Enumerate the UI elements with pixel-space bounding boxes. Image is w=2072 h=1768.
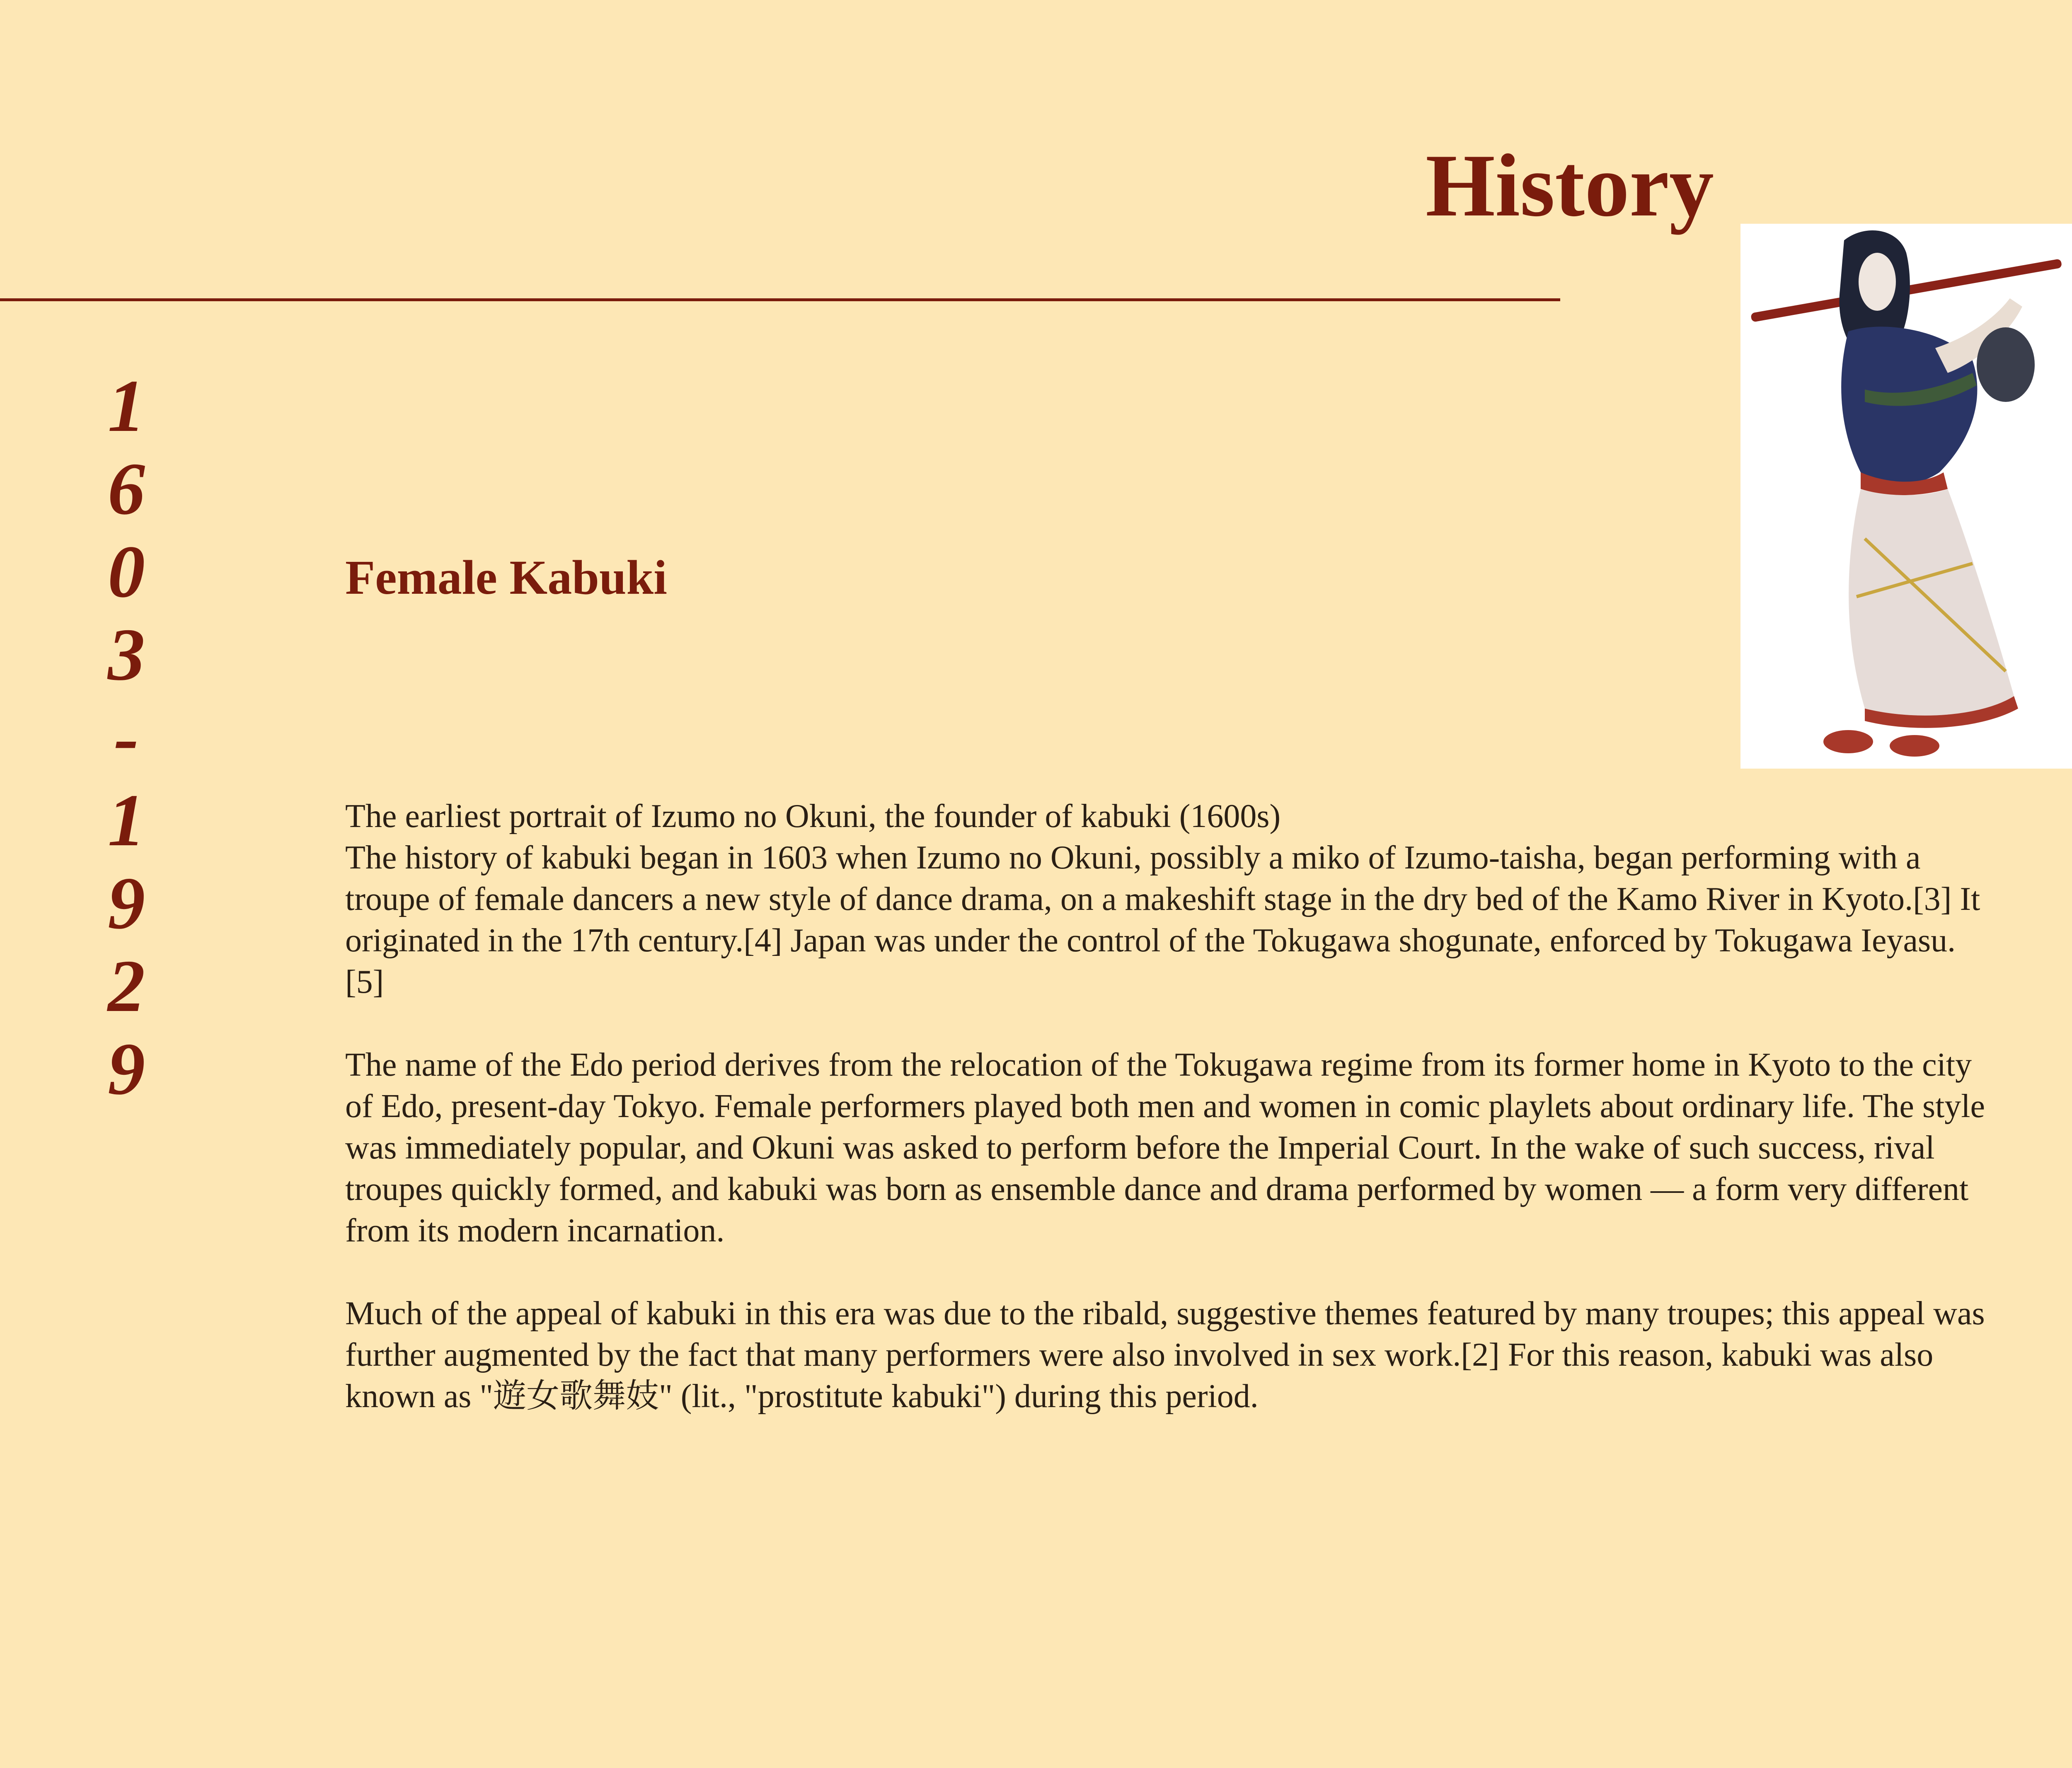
page-title: History xyxy=(1426,136,1714,235)
article-body xyxy=(345,796,1986,1458)
image-caption: The earliest portrait of Izumo no Okuni, the founder of kabuki (1600s) xyxy=(345,798,1281,834)
title-divider xyxy=(0,298,1560,301)
year-char: 9 xyxy=(108,1028,145,1110)
year-char: 3 xyxy=(108,613,145,696)
year-char: 6 xyxy=(108,447,145,530)
year-char: 0 xyxy=(108,530,145,613)
paragraph: The history of kabuki began in 1603 when Izumo no Okuni, possibly a miko of Izumo-taisha, began performing with a troupe of female dancers a new style of dance drama, on a makeshift stage in the dry bed of the Kamo River in Kyoto.[3] It originated in the 17th century.[4] Japan was under the control of the Tokugawa shogunate, enforced by Tokugawa Ieyasu.[5] xyxy=(345,839,1980,1000)
paragraph: The name of the Edo period derives from the relocation of the Tokugawa regime from its former home in Kyoto to the city of Edo, present-day Tokyo. Female performers played both men and women in comic playlets about ordinary life. The style was immediately popular, and Okuni was asked to perform before the Imperial Court. In the wake of such success, rival troupes quickly formed, and kabuki was born as ensemble dance and drama performed by women — a form very different from its modern incarnation. xyxy=(345,1047,1985,1249)
year-char: 2 xyxy=(108,945,145,1027)
year-range xyxy=(89,365,164,1110)
paragraph: Much of the appeal of kabuki in this era was due to the ribald, suggestive themes featured by many troupes; this appeal was further augmented by the fact that many performers were also involved in sex work.[2] For this reason, kabuki was also known as "遊女歌舞妓" (lit., "prostitute kabuki") during this period. xyxy=(345,1295,1985,1415)
year-char: 1 xyxy=(108,779,145,861)
year-char: 1 xyxy=(108,365,145,447)
year-char: 9 xyxy=(108,862,145,944)
year-char: - xyxy=(114,696,139,779)
okuni-portrait-image xyxy=(1740,224,2072,769)
section-heading: Female Kabuki xyxy=(345,550,667,605)
